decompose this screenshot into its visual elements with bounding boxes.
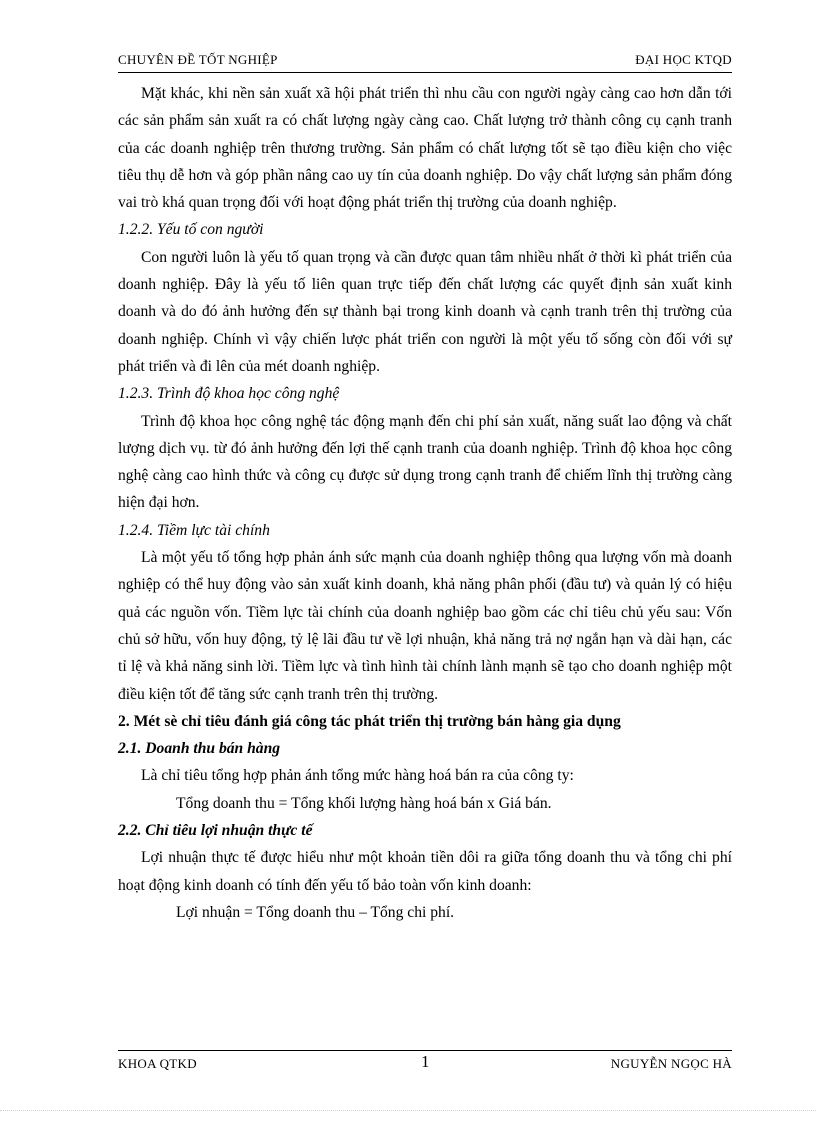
- formula-profit: Lợi nhuận = Tổng doanh thu – Tổng chi phí.: [176, 903, 455, 921]
- section-heading-2-2: 2.2. Chỉ tiêu lợi nhuận thực tế: [118, 822, 313, 840]
- footer-department: KHOA QTKD: [118, 1056, 197, 1071]
- page-number: 1: [421, 1052, 430, 1071]
- section-heading-2-1: 2.1. Doanh thu bán hàng: [118, 740, 281, 758]
- footer-author: NGUYỄN NGỌC HÀ: [610, 1056, 732, 1071]
- page-footer: [118, 1050, 732, 1075]
- page-bottom-divider: [0, 1110, 816, 1111]
- paragraph-revenue: Là chỉ tiêu tổng hợp phản ánh tổng mức hàng hoá bán ra của công ty:: [141, 767, 574, 785]
- subsection-heading-1-2-2: 1.2.2. Yếu tố con người: [118, 221, 264, 239]
- paragraph-finance: Là một yếu tố tổng hợp phản ánh sức mạnh của doanh nghiệp thông qua lượng vốn mà doanh nghiệp có thể huy động vào sản xuất kinh doanh, khả năng phân phối (đầu tư) và quản lý có hiệu quả các nguồn vốn. Tiềm lực tài chính của doanh nghiệp bao gồm các chỉ tiêu chủ yếu sau: Vốn chủ sở hữu, vốn huy động, tỷ lệ lãi đầu tư về lợi nhuận, khả năng trả nợ ngắn hạn và dài hạn, các tỉ lệ và khả năng sinh lời. Tiềm lực và tình hình tài chính lành mạnh sẽ tạo cho doanh nghiệp một điều kiện tốt để tăng sức cạnh tranh trên thị trường.: [118, 549, 732, 703]
- formula-revenue: Tổng doanh thu = Tổng khối lượng hàng hoá bán x Giá bán.: [176, 794, 552, 812]
- paragraph-profit: Lợi nhuận thực tế được hiểu như một khoản tiền dôi ra giữa tổng doanh thu và tổng chi phí hoạt động kinh doanh có tính đến yếu tố bảo toàn vốn kinh doanh:: [118, 849, 732, 894]
- page-header: [118, 50, 732, 73]
- section-heading-2: 2. Mét sè chỉ tiêu đánh giá công tác phát triển thị trường bán hàng gia dụng: [118, 712, 621, 730]
- paragraph-human-factor: Con người luôn là yếu tố quan trọng và cần được quan tâm nhiều nhất ở thời kì phát triển của doanh nghiệp. Đây là yếu tố liên quan trực tiếp đến chất lượng các quyết định sản xuất kinh doanh và do đó ảnh hưởng đến sự thành bại trong kinh doanh và cạnh tranh trên thị trường của doanh nghiệp. Chính vì vậy chiến lược phát triển con người là một yếu tố sống còn đối với sự phát triển và đi lên của mét doanh nghiệp.: [118, 248, 732, 375]
- paragraph-technology: Trình độ khoa học công nghệ tác động mạnh đến chi phí sản xuất, năng suất lao động và chất lượng dịch vụ. từ đó ảnh hưởng đến lợi thế cạnh tranh của doanh nghiệp. Trình độ khoa học công nghệ càng cao hình thức và công cụ được sử dụng trong cạnh tranh để chiếm lĩnh thị trường càng hiện đại hơn.: [118, 412, 732, 512]
- subsection-heading-1-2-3: 1.2.3. Trình độ khoa học công nghệ: [118, 385, 340, 403]
- document-body: [118, 80, 732, 926]
- subsection-heading-1-2-4: 1.2.4. Tiềm lực tài chính: [118, 521, 270, 539]
- header-left-title: CHUYÊN ĐỀ TỐT NGHIỆP: [118, 52, 278, 67]
- header-right-title: ĐẠI HỌC KTQD: [635, 52, 732, 67]
- paragraph-quality: Mặt khác, khi nền sản xuất xã hội phát triển thì nhu cầu con người ngày càng cao hơn dẫn tới các sản phẩm sản xuất ra có chất lượng ngày càng cao. Chất lượng trở thành công cụ cạnh tranh của các doanh nghiệp trên thương trường. Sản phẩm có chất lượng tốt sẽ tạo điều kiện cho việc tiêu thụ dễ hơn và góp phần nâng cao uy tín của doanh nghiệp. Do vậy chất lượng sản phẩm đóng vai trò khá quan trọng đối với hoạt động phát triển thị trường của doanh nghiệp.: [118, 85, 732, 212]
